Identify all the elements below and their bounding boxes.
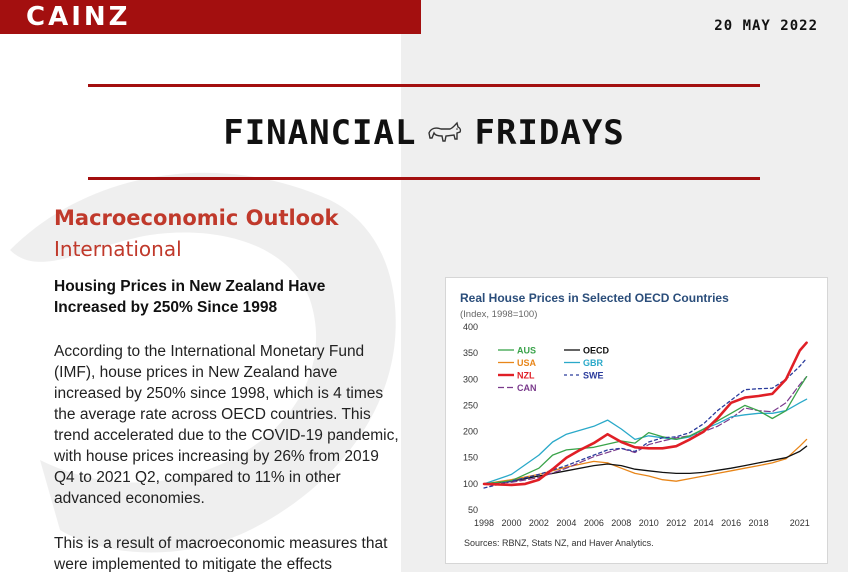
legend-label-usa: USA bbox=[517, 358, 537, 368]
article-paragraph-2: This is a result of macroeconomic measures that were implemented to mitigate the effects bbox=[54, 535, 388, 572]
y-tick-label: 400 bbox=[462, 322, 478, 332]
x-tick-label: 2016 bbox=[721, 518, 742, 528]
chart-card bbox=[445, 277, 828, 564]
legend-label-can: CAN bbox=[517, 383, 537, 393]
masthead-left-word: FINANCIAL bbox=[223, 113, 417, 153]
legend-label-oecd: OECD bbox=[583, 345, 610, 356]
house-price-chart bbox=[446, 278, 829, 565]
y-tick-label: 200 bbox=[462, 426, 478, 437]
x-tick-label: 2021 bbox=[789, 518, 810, 528]
masthead-rule-top bbox=[88, 84, 760, 87]
brand-logo: CAINZ bbox=[26, 2, 131, 32]
y-tick-label: 100 bbox=[462, 478, 478, 489]
x-tick-label: 2000 bbox=[501, 518, 522, 528]
article-paragraph-1: According to the International Monetary Fund (IMF), house prices in New Zealand have increased by 250% since 1998, which is 4 times the average rate across OECD countries. This trend accelerated due to the COVID-19 pandemic, with house prices increasing by 26% from 2019 Q4 to 2021 Q2, compared to 11% in other advanced economies. bbox=[54, 343, 399, 507]
chart-source: Sources: RBNZ, Stats NZ, and Haver Analytics. bbox=[464, 538, 654, 548]
y-tick-label: 150 bbox=[462, 452, 478, 463]
x-tick-label: 2012 bbox=[666, 518, 687, 528]
masthead bbox=[88, 108, 760, 158]
brand-bar bbox=[0, 0, 421, 34]
x-axis bbox=[474, 518, 810, 528]
y-tick-label: 50 bbox=[467, 505, 478, 515]
legend-label-aus: AUS bbox=[517, 345, 537, 356]
masthead-right-word: FRIDAYS bbox=[474, 113, 625, 153]
x-tick-label: 2006 bbox=[583, 518, 604, 528]
y-tick-label: 300 bbox=[462, 374, 478, 385]
bull-icon bbox=[426, 119, 464, 147]
legend-label-nzl: NZL bbox=[517, 370, 535, 381]
x-tick-label: 2004 bbox=[556, 518, 577, 528]
x-tick-label: 1998 bbox=[473, 518, 495, 528]
section-subtitle: International bbox=[54, 237, 182, 261]
chart-title: Real House Prices in Selected OECD Countries bbox=[460, 291, 729, 305]
chart-legend bbox=[498, 346, 610, 394]
x-tick-label: 2002 bbox=[528, 518, 549, 528]
x-tick-label: 2010 bbox=[638, 518, 659, 528]
y-tick-label: 350 bbox=[462, 348, 478, 359]
y-tick-label: 250 bbox=[462, 400, 478, 411]
article-headline: Housing Prices in New Zealand Have Increased by 250% Since 1998 bbox=[54, 278, 326, 316]
issue-date: 20 MAY 2022 bbox=[714, 18, 818, 34]
x-tick-label: 2008 bbox=[611, 518, 632, 528]
section-title: Macroeconomic Outlook bbox=[54, 206, 339, 230]
legend-label-gbr: GBR bbox=[583, 358, 603, 368]
x-tick-label: 2014 bbox=[693, 518, 714, 528]
masthead-rule-bottom bbox=[88, 177, 760, 180]
legend-label-swe: SWE bbox=[583, 370, 604, 381]
y-axis bbox=[463, 322, 478, 515]
chart-subtitle: (Index, 1998=100) bbox=[460, 309, 538, 320]
x-tick-label: 2018 bbox=[748, 518, 769, 528]
